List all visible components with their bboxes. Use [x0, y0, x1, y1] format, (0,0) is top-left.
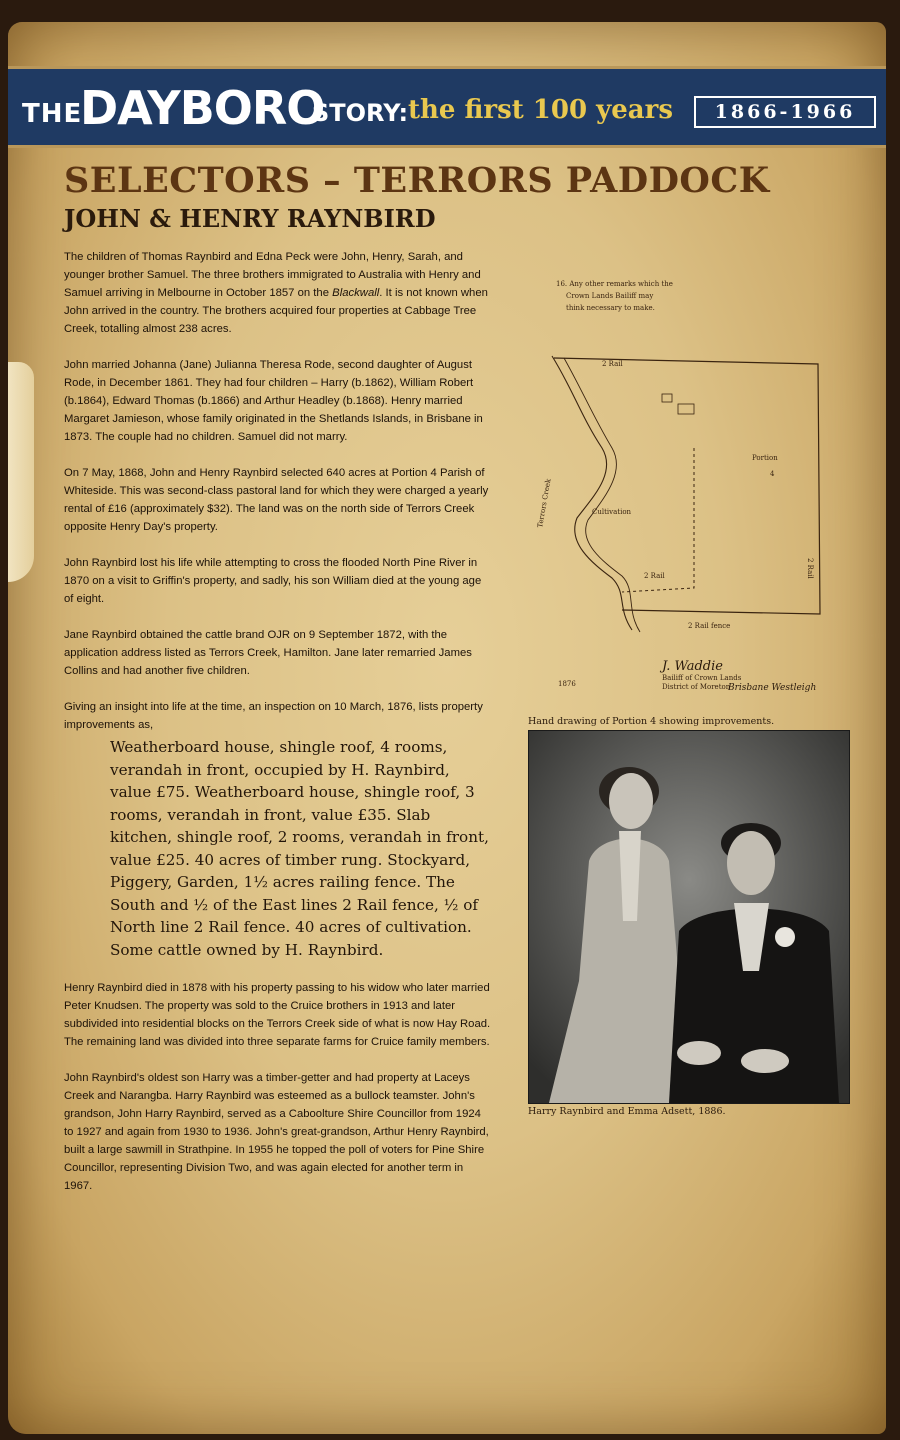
paragraph-6: Giving an insight into life at the time, an inspection on 10 March, 1876, lists property improvements as,	[64, 701, 483, 731]
portrait-photo	[528, 730, 850, 1104]
paragraph-1-text-b: . It is not known when John arrived in the country. The brothers acquired four properties at Cabbage Tree Creek, totalling almost 238 acres.	[64, 287, 488, 335]
map-signature: J. Waddie	[662, 659, 723, 674]
map-note-3: think necessary to make.	[566, 304, 655, 312]
map-creek-label: Terrors Creek	[536, 478, 553, 529]
map-date: 1876	[558, 680, 576, 688]
paragraph-4: John Raynbird lost his life while attempting to cross the flooded North Pine River in 1870 on a visit to Griffin's property, and sadly, his son William died at the young age of eight.	[64, 557, 482, 605]
banner-tagline: the first 100 years	[408, 95, 673, 125]
paragraph-3: On 7 May, 1868, John and Henry Raynbird selected 640 acres at Portion 4 Parish of Whiteside. This was second-class pastoral land for which they were charged a yearly rental of £16 (approximately $32). The land was on the north side of Terrors Creek opposite Henry Day's property.	[64, 467, 489, 533]
banner-years-box: 1866-1966	[694, 96, 876, 128]
fence-line	[622, 448, 694, 592]
map-note-2: Crown Lands Bailiff may	[566, 292, 654, 300]
header-banner	[8, 66, 886, 148]
map-note-1: 16. Any other remarks which the	[556, 280, 673, 288]
paragraph-2: John married Johanna (Jane) Julianna Theresa Rode, second daughter of August Rode, in December 1861. They had four children – Harry (b.1862), William Robert (b.1864), Edward Thomas (b.1866) and Arthur Headley (b.1868). Henry married Margaret Jamieson, whose family originated in the Shetlands Islands, in Brisbane in 1873. The couple had no children. Samuel did not marry.	[64, 359, 483, 443]
map-portion-label: Portion	[752, 454, 778, 462]
article-subtitle: JOHN & HENRY RAYNBIRD	[64, 204, 436, 233]
torn-edge	[8, 362, 34, 582]
map-sig-title-1: Bailiff of Crown Lands	[662, 674, 742, 682]
man-hand-left	[677, 1041, 721, 1065]
paragraph-7: Henry Raynbird died in 1878 with his property passing to his widow who later married Peter Knudsen. The property was sold to the Cruice brothers in 1913 and later subdivided into residential blocks on the Terrors Creek side of what is now Hay Road. The remaining land was divided into three separate farms for Cruice family members.	[64, 982, 491, 1048]
paragraph-1-text-a: The children of Thomas Raynbird and Edna Peck were John, Henry, Sarah, and younger brother Samuel. The three brothers immigrated to Australia with Henry and Samuel arriving in Melbourne in October 1857 on the	[64, 251, 481, 299]
creek-line-a	[552, 356, 632, 630]
boundary-line	[554, 358, 820, 614]
portrait-drawing	[529, 731, 849, 1103]
map-rail-label: 2 Rail	[644, 572, 665, 580]
ship-name: Blackwall	[332, 287, 380, 299]
paragraph-5: Jane Raynbird obtained the cattle brand OJR on 9 September 1872, with the application address listed as Terrors Creek, Hamilton. Jane later remarried James Collins and had another five children.	[64, 629, 472, 677]
map-sig-region: Brisbane Westleigh	[728, 683, 817, 693]
banner-the: THE	[22, 99, 83, 129]
man-face	[727, 831, 775, 895]
map-east-label: 2 Rail	[806, 558, 814, 579]
man-hand-right	[741, 1049, 789, 1073]
map-sig-title-2: District of Moreton	[662, 683, 731, 691]
map-caption: Hand drawing of Portion 4 showing improvements.	[528, 716, 775, 727]
banner-dayboro: DAYBORO	[80, 81, 325, 135]
map-portion-number: 4	[770, 470, 775, 478]
article-title: SELECTORS – TERRORS PADDOCK	[64, 160, 770, 201]
map-top-label: 2 Rail	[602, 360, 623, 368]
inspection-quote: Weatherboard house, shingle roof, 4 rooms, verandah in front, occupied by H. Raynbird, value £75. Weatherboard house, shingle roof, 3 rooms, verandah in front, value £35. Slab kitchen, shingle roof, 2 rooms, verandah in front, value £25. 40 acres of timber rung. Stockyard, Piggery, Garden, 1½ acres railing fence. The South and ½ of the East lines 2 Rail fence, ½ of North line 2 Rail fence. 40 acres of cultivation. Some cattle owned by H. Raynbird.	[110, 738, 489, 959]
paragraph-1	[64, 248, 492, 338]
hand-drawn-map	[522, 258, 852, 694]
woman-face	[609, 773, 653, 829]
map-south-label: 2 Rail fence	[688, 622, 731, 630]
banner-story: STORY:	[312, 99, 409, 127]
article-body	[64, 248, 492, 1213]
photo-caption: Harry Raynbird and Emma Adsett, 1886.	[528, 1106, 726, 1117]
yard-mark	[678, 404, 694, 414]
map-cultivation-label: Cultivation	[592, 508, 632, 516]
map-drawing	[522, 258, 852, 694]
aged-paper-page	[8, 22, 886, 1434]
man-boutonniere	[775, 927, 795, 947]
house-mark	[662, 394, 672, 402]
paragraph-8: John Raynbird's oldest son Harry was a timber-getter and had property at Laceys Creek and Narangba. Harry Raynbird was esteemed as a bullock teamster. John's grandson, John Harry Raynbird, served as a Caboolture Shire Councillor from 1924 to 1927 and again from 1930 to 1936. John's great-grandson, Arthur Henry Raynbird, built a large sawmill in Strathpine. In 1955 he topped the poll of voters for Pine Shire Councillor, representing Division Two, and was again elected for another term in 1967.	[64, 1072, 489, 1192]
